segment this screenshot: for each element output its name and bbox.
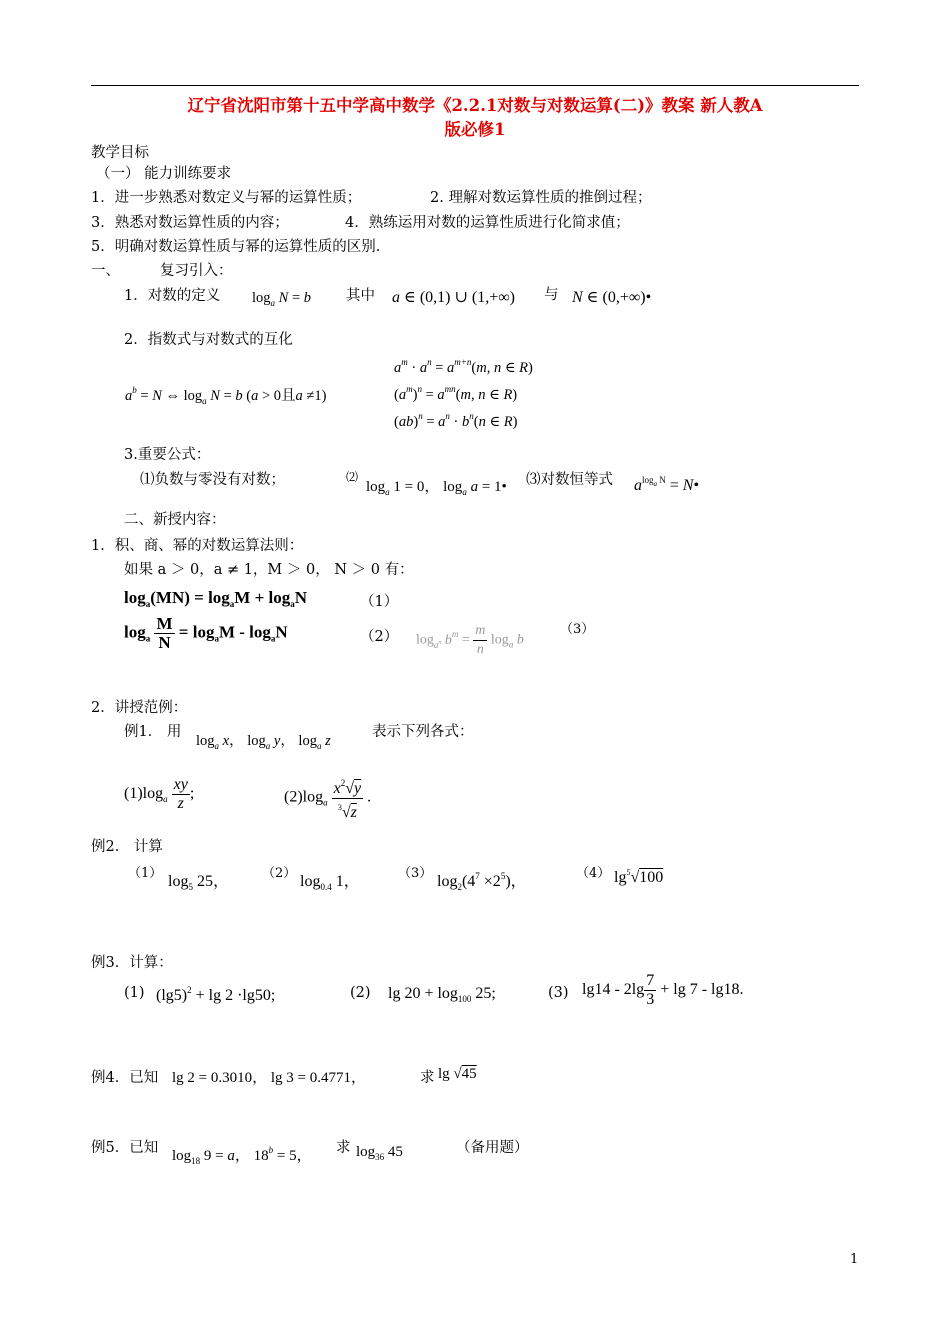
objective-item-2: 2. 理解对数运算性质的推倒过程； bbox=[430, 190, 652, 206]
exp-log-equivalence: $a^b = N$ ⇔ $\log_a N = b$ (a > 0且a ≠1) bbox=[125, 385, 327, 406]
example-2-part-3-label: （3） bbox=[398, 866, 433, 881]
log-identity-formula: $a^{log_a N}$ = N• bbox=[634, 475, 700, 494]
example-1-part-2: $(2)\log_a$ $\frac{x^2√y}{^3√z}$ . bbox=[284, 774, 371, 822]
quotient-rule-formula: $\log_a$ $\frac{M}{N}$ = $\log_aM - \log_aN$ bbox=[124, 614, 288, 652]
example-3-part-2: $\lg 20 + \log_{100} 25$; bbox=[388, 985, 496, 1004]
power-rule-power: $(a^m)^n = a^{mn}(m$, n ∈ R) bbox=[394, 384, 518, 403]
example-4-target: lg √45 bbox=[438, 1066, 477, 1082]
power-rule-formula: $\log_{a^n} b^m$ = $\frac{m}{n}$ $\log_a b$ bbox=[416, 623, 524, 657]
example-2-part-1: $\log_5 25$， bbox=[168, 873, 229, 892]
log-definition-formula: $\log_a N = b$ bbox=[252, 290, 312, 308]
example-4-given: lg 2 = 0.3010， lg 3 = 0.4771， bbox=[172, 1070, 367, 1086]
example-2-part-2: $\log_{0.4} 1$， bbox=[300, 873, 360, 892]
rule-1-number: （1） bbox=[360, 594, 399, 610]
example-3-part-1-label: (1) bbox=[124, 985, 145, 1001]
document-title-line1: 辽宁省沈阳市第十五中学高中数学《2.2.1对数与对数运算(二)》教案 新人教A bbox=[187, 96, 763, 115]
example-3-part-2-label: (2) bbox=[350, 985, 371, 1001]
section-one-heading: 复习引入： bbox=[160, 263, 233, 279]
objective-item-1: 1．进一步熟悉对数定义与幂的运算性质； bbox=[91, 190, 362, 206]
document-title-line2: 版必修1 bbox=[444, 120, 506, 139]
example-5-label: 例5．已知 bbox=[91, 1140, 159, 1156]
log-rules-title: 1．积、商、幂的对数运算法则： bbox=[91, 538, 304, 554]
power-rule-product-power: $(ab)^n = a^n \cdot b^n(n$ ∈ R) bbox=[394, 411, 518, 430]
product-rule-formula: $\log_a(MN) = \log_aM + \log_aN$ bbox=[124, 588, 308, 609]
example-1-logs: $\log_a x$， $\log_a y$， $\log_a z$ bbox=[196, 733, 331, 751]
section-two-heading: 二、新授内容： bbox=[124, 512, 226, 528]
example-4-label: 例4．已知 bbox=[91, 1070, 159, 1086]
example-2-part-4-label: （4） bbox=[576, 866, 611, 881]
example-5-ask: 求 bbox=[336, 1140, 351, 1156]
log-rules-condition: 如果 a ＞ 0，a ≠ 1，M ＞ 0， N ＞ 0 有： bbox=[124, 562, 414, 578]
rule-2-number: （2） bbox=[360, 629, 399, 645]
examples-heading: 2．讲授范例： bbox=[91, 700, 188, 716]
example-2-part-1-label: （1） bbox=[128, 866, 163, 881]
example-3-part-3-label: (3) bbox=[548, 985, 569, 1001]
example-3-label: 例3．计算： bbox=[91, 955, 173, 971]
argument-domain-formula: N ∈ (0,+∞)• bbox=[572, 289, 652, 306]
objective-item-3: 3．熟悉对数运算性质的内容； bbox=[91, 215, 289, 231]
example-1-label: 例1． 用 bbox=[124, 724, 182, 740]
objectives-heading: 教学目标 bbox=[91, 145, 149, 161]
example-3-part-1: $(\lg 5)^2 + \lg 2 \cdot\lg 50$; bbox=[156, 985, 276, 1004]
example-2-part-4: $\lg^5√100$ bbox=[614, 868, 664, 886]
page-number: 1 bbox=[850, 1252, 859, 1267]
section-one-number: 一、 bbox=[91, 263, 120, 279]
formula-2-label: ⑵ bbox=[346, 470, 359, 484]
rule-3-number: （3） bbox=[560, 622, 595, 637]
formula-3-label: ⑶对数恒等式 bbox=[526, 472, 613, 488]
objective-item-5: 5．明确对数运算性质与幂的运算性质的区别. bbox=[91, 239, 381, 255]
base-domain-formula: a ∈ (0,1) ∪ (1,+∞) bbox=[392, 289, 515, 306]
objectives-subheading: （一） 能力训练要求 bbox=[96, 166, 232, 182]
example-2-part-3: $\log_2(4^7 \times 2^5)$， bbox=[437, 871, 527, 892]
header-rule bbox=[91, 85, 859, 86]
formula-2-expr: $\log_a 1 = 0$， $\log_a a$ = 1• bbox=[366, 479, 507, 497]
example-5-given: $\log_{18} 9 = a$， $18^b = 5$， bbox=[172, 1145, 312, 1166]
log-definition-label: 1．对数的定义 bbox=[124, 288, 221, 304]
objective-item-4: 4．熟练运用对数的运算性质进行化简求值； bbox=[345, 215, 630, 231]
example-1-tail: 表示下列各式： bbox=[372, 724, 474, 740]
example-2-label: 例2． 计算 bbox=[91, 839, 163, 855]
formula-1-text: ⑴负数与零没有对数； bbox=[140, 472, 285, 488]
example-1-part-1: $(1)\log_a$ $\frac{xy}{z}$ ; bbox=[124, 776, 195, 812]
example-5-note: （备用题） bbox=[456, 1140, 529, 1156]
example-3-part-3: lg14 - 2lg $\frac{7}{3}$ + lg 7 - lg18. bbox=[582, 972, 744, 1008]
important-formulas-label: 3.重要公式： bbox=[124, 447, 211, 463]
exp-log-conversion-label: 2．指数式与对数式的互化 bbox=[124, 332, 293, 348]
example-5-target: $\log_{36} 45$ bbox=[356, 1144, 403, 1162]
example-4-ask: 求 bbox=[420, 1070, 435, 1086]
example-2-part-2-label: （2） bbox=[262, 866, 297, 881]
power-rule-product: $a^m \cdot a^n = a^{m+n}(m$, n ∈ R) bbox=[394, 357, 533, 376]
and-label: 与 bbox=[544, 287, 559, 303]
where-label: 其中 bbox=[346, 288, 375, 304]
